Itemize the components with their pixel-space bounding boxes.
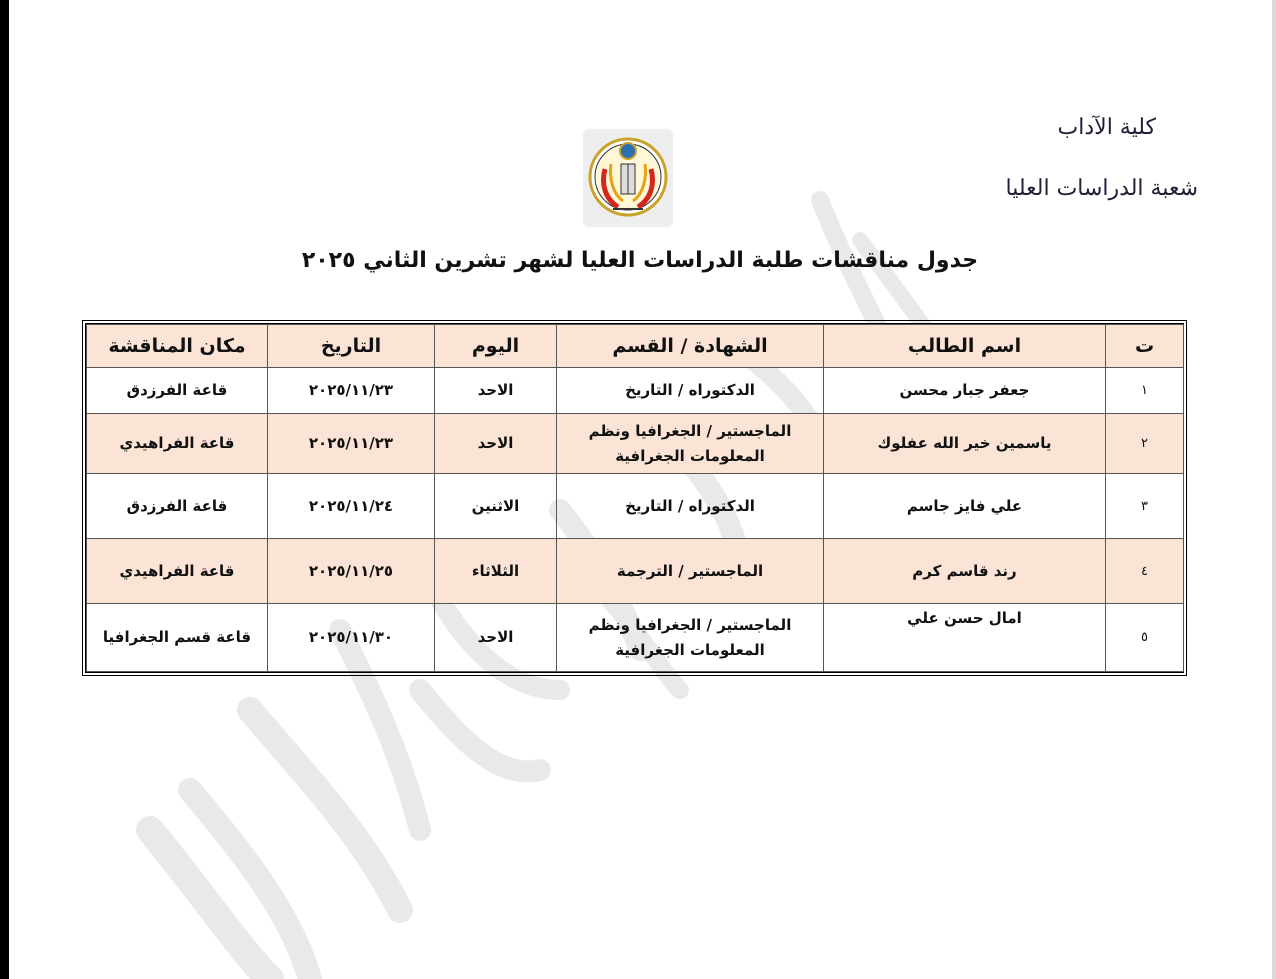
place: قاعة الفراهيدي [87,539,268,604]
university-emblem-icon [583,129,673,227]
row-number: ٢ [1106,414,1184,474]
degree-department: الدكتوراه / التاريخ [557,368,824,414]
table-row [87,414,1184,474]
place: قاعة الفرزدق [87,368,268,414]
row-number: ١ [1106,368,1184,414]
date: ٢٠٢٥/١١/٢٣ [268,414,435,474]
row-number: ٣ [1106,474,1184,539]
day: الثلاثاء [435,539,557,604]
faculty-name: كلية الآداب [1057,115,1156,140]
header-student-name: اسم الطالب [824,325,1106,368]
degree-department: الماجستير / الترجمة [557,539,824,604]
row-number: ٥ [1106,604,1184,672]
date: ٢٠٢٥/١١/٣٠ [268,604,435,672]
day: الاحد [435,414,557,474]
schedule-table [86,324,1184,672]
header-date: التاريخ [268,325,435,368]
day: الاحد [435,604,557,672]
day: الاحد [435,368,557,414]
student-name: علي فايز جاسم [824,474,1106,539]
place: قاعة الفرزدق [87,474,268,539]
date: ٢٠٢٥/١١/٢٣ [268,368,435,414]
degree-department: الماجستير / الجغرافيا ونظم المعلومات الجغرافية [557,604,824,672]
header-number: ت [1106,325,1184,368]
row-number: ٤ [1106,539,1184,604]
student-name: جعفر جبار محسن [824,368,1106,414]
header-day: اليوم [435,325,557,368]
date: ٢٠٢٥/١١/٢٤ [268,474,435,539]
table-header-row [87,325,1184,368]
student-name: امال حسن علي [824,604,1106,672]
student-name: رند قاسم كرم [824,539,1106,604]
date: ٢٠٢٥/١١/٢٥ [268,539,435,604]
schedule-table-frame [82,320,1187,676]
header-degree-department: الشهادة / القسم [557,325,824,368]
table-row [87,604,1184,672]
table-row [87,539,1184,604]
department-name: شعبة الدراسات العليا [1005,176,1198,201]
degree-department: الماجستير / الجغرافيا ونظم المعلومات الجغرافية [557,414,824,474]
place: قاعة الفراهيدي [87,414,268,474]
right-edge-shadow [1272,0,1276,979]
table-row [87,474,1184,539]
table-row [87,368,1184,414]
place: قاعة قسم الجغرافيا [87,604,268,672]
document-title: جدول مناقشات طلبة الدراسات العليا لشهر تشرين الثاني ٢٠٢٥ [301,248,979,273]
student-name: ياسمين خير الله عفلوك [824,414,1106,474]
day: الاثنين [435,474,557,539]
header-place: مكان المناقشة [87,325,268,368]
degree-department: الدكتوراه / التاريخ [557,474,824,539]
left-edge-bar [0,0,9,979]
